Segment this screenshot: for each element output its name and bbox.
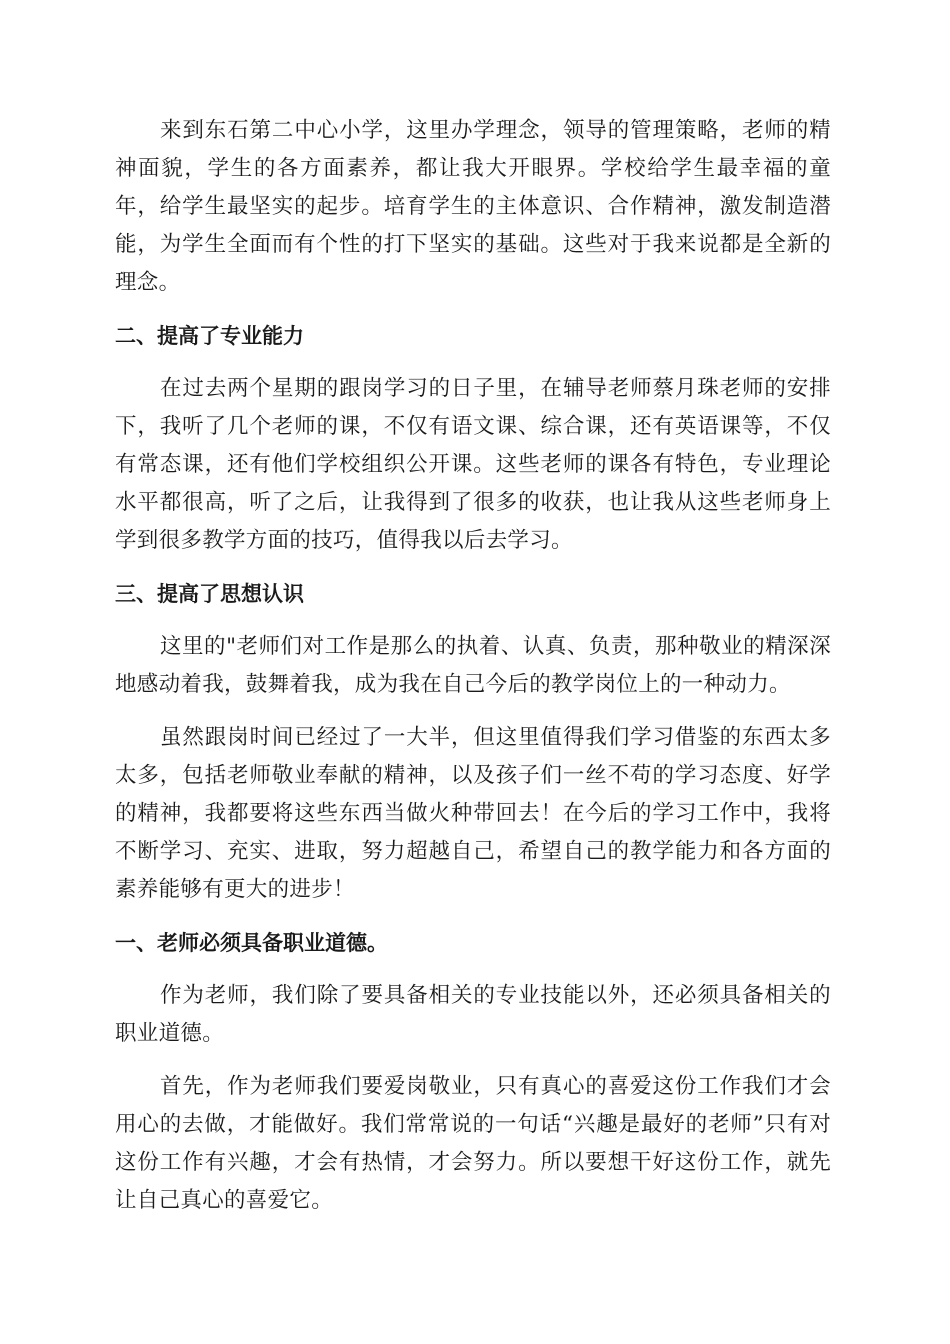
heading-professional-ethics: 一、老师必须具备职业道德。 [115,931,388,955]
paragraph-teacher-dedication: 这里的"老师们对工作是那么的执着、认真、负责，那种敬业的精深深地感动着我，鼓舞着我，成为我在自己今后的教学岗位上的一种动力。 [115,634,831,697]
paragraph-learning-summary: 虽然跟岗时间已经过了一大半，但这里值得我们学习借鉴的东西太多太多，包括老师敬业奉献的精神，以及孩子们一丝不苟的学习态度、好学的精神，我都要将这些东西当做火种带回去！在今后的学习工作中，我将不断学习、充实、进取，努力超越自己，希望自己的教学能力和各方面的素养能够有更大的进步！ [115,725,831,902]
paragraph-love-the-job: 首先，作为老师我们要爱岗敬业，只有真心的喜爱这份工作我们才会用心的去做，才能做好。我们常常说的一句话“兴趣是最好的老师”只有对这份工作有兴趣，才会有热情，才会努力。所以要想干好这份工作，就先让自己真心的喜爱它。 [115,1074,831,1213]
paragraph-school-philosophy: 来到东石第二中心小学，这里办学理念，领导的管理策略，老师的精神面貌，学生的各方面素养，都让我大开眼界。学校给学生最幸福的童年，给学生最坚实的起步。培育学生的主体意识、合作精神，激发制造潜能，为学生全面而有个性的打下坚实的基础。这些对于我来说都是全新的理念。 [115,118,831,295]
document-page [115,112,831,1235]
heading-ideological-awareness: 三、提高了思想认识 [115,582,304,606]
heading-professional-ability: 二、提高了专业能力 [115,324,304,348]
paragraph-lesson-observation: 在过去两个星期的跟岗学习的日子里，在辅导老师蔡月珠老师的安排下，我听了几个老师的课，不仅有语文课、综合课，还有英语课等，不仅有常态课，还有他们学校组织公开课。这些老师的课各有特色，专业理论水平都很高，听了之后，让我得到了很多的收获，也让我从这些老师身上学到很多教学方面的技巧，值得我以后去学习。 [115,376,831,553]
paragraph-ethics-intro: 作为老师，我们除了要具备相关的专业技能以外，还必须具备相关的职业道德。 [115,983,831,1046]
